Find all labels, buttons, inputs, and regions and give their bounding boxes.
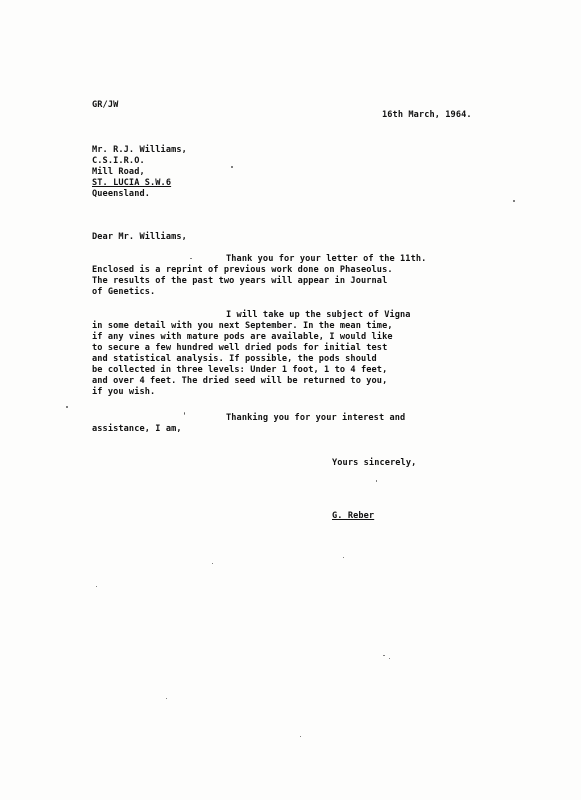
paragraph-line: Thanking you for your interest and — [226, 413, 406, 423]
paragraph-line: Thank you for your letter of the 11th. — [226, 254, 427, 264]
paragraph-line: to secure a few hundred well dried pods for initial test — [92, 343, 388, 353]
recipient-line: Mill Road, — [92, 167, 145, 177]
paragraph-line: Enclosed is a reprint of previous work done on Phaseolus. — [92, 265, 393, 275]
paragraph-line: The results of the past two years will appear in Journal — [92, 276, 388, 286]
scan-speck — [190, 258, 192, 259]
scan-speck — [66, 406, 68, 408]
scan-speck — [300, 736, 301, 737]
scan-speck — [513, 200, 515, 202]
scan-speck — [166, 698, 167, 699]
paragraph-line: be collected in three levels: Under 1 foot, 1 to 4 feet, — [92, 365, 388, 375]
letter-date: 16th March, 1964. — [382, 110, 472, 120]
scan-speck — [96, 586, 97, 587]
recipient-line: ST. LUCIA S.W.6 — [92, 178, 172, 188]
scan-speck — [343, 557, 344, 558]
scan-speck — [389, 658, 390, 659]
scan-speck — [184, 412, 185, 415]
paragraph-line: of Genetics. — [92, 287, 156, 297]
scan-speck — [231, 166, 233, 168]
scan-speck — [383, 655, 385, 656]
paragraph-line: and statistical analysis. If possible, the pods should — [92, 354, 377, 364]
paragraph-line: and over 4 feet. The dried seed will be returned to you, — [92, 376, 388, 386]
recipient-line: Mr. R.J. Williams, — [92, 145, 187, 155]
closing: Yours sincerely, — [332, 458, 417, 468]
recipient-line: C.S.I.R.O. — [92, 156, 145, 166]
scan-speck — [376, 480, 377, 482]
paragraph-line: if any vines with mature pods are available, I would like — [92, 332, 393, 342]
paragraph-line: assistance, I am, — [92, 424, 182, 434]
paragraph-line: I will take up the subject of Vigna — [226, 310, 411, 320]
reference-code: GR/JW — [92, 100, 119, 110]
paragraph-line: if you wish. — [92, 387, 156, 397]
scan-speck — [212, 563, 213, 564]
signature: G. Reber — [332, 511, 375, 521]
salutation: Dear Mr. Williams, — [92, 232, 187, 242]
recipient-line: Queensland. — [92, 189, 151, 199]
paragraph-line: in some detail with you next September. In the mean time, — [92, 321, 393, 331]
